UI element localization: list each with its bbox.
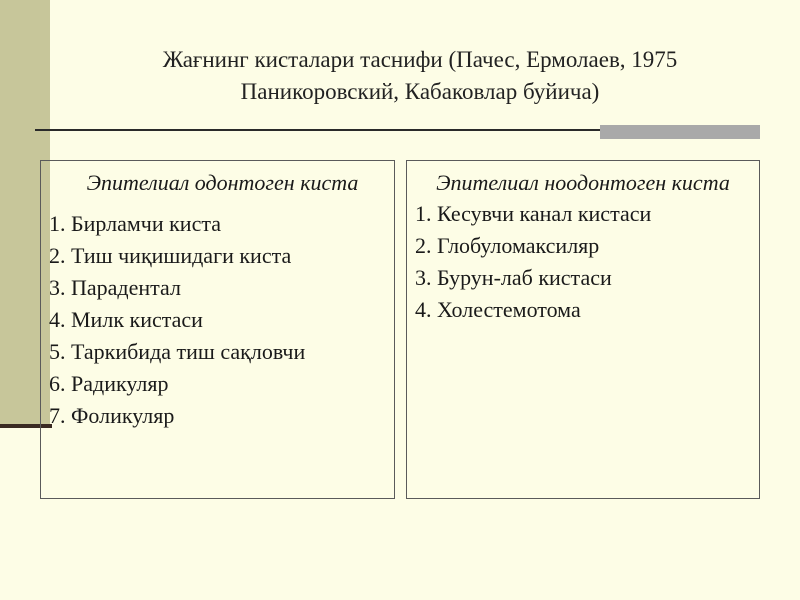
- list-item: 2. Глобуломаксиляр: [415, 233, 600, 258]
- slide-title-line-1: Жағнинг кисталари таснифи (Пачес, Ермолаев, 1975: [162, 47, 678, 72]
- list-item: 4. Холестемотома: [415, 297, 581, 322]
- slide-title-line-2: Паникоровский, Кабаковлар буйича): [240, 79, 600, 104]
- list-item: 1. Бирламчи киста: [49, 211, 221, 236]
- list-item: 5. Таркибида тиш сақловчи: [49, 339, 306, 364]
- list-item: 2. Тиш чиқишидаги киста: [49, 243, 292, 268]
- list-item: 3. Парадентал: [49, 275, 181, 300]
- non-odontogenic-cyst-box: [406, 160, 760, 499]
- slide-title: [100, 44, 740, 108]
- list-item: 7. Фоликуляр: [49, 403, 175, 428]
- odontogenic-cyst-heading: Эпителиал одонтоген киста: [86, 170, 359, 195]
- odontogenic-cyst-list: [41, 208, 394, 432]
- non-odontogenic-cyst-heading: Эпителиал ноодонтоген киста: [436, 170, 730, 195]
- odontogenic-cyst-box: [40, 160, 395, 499]
- list-item: 6. Радикуляр: [49, 371, 169, 396]
- list-item: 4. Милк кистаси: [49, 307, 203, 332]
- list-item: 3. Бурун-лаб кистаси: [415, 265, 612, 290]
- list-item: 1. Кесувчи канал кистаси: [415, 201, 652, 226]
- non-odontogenic-cyst-list: [407, 198, 759, 326]
- title-divider-accent: [600, 125, 760, 139]
